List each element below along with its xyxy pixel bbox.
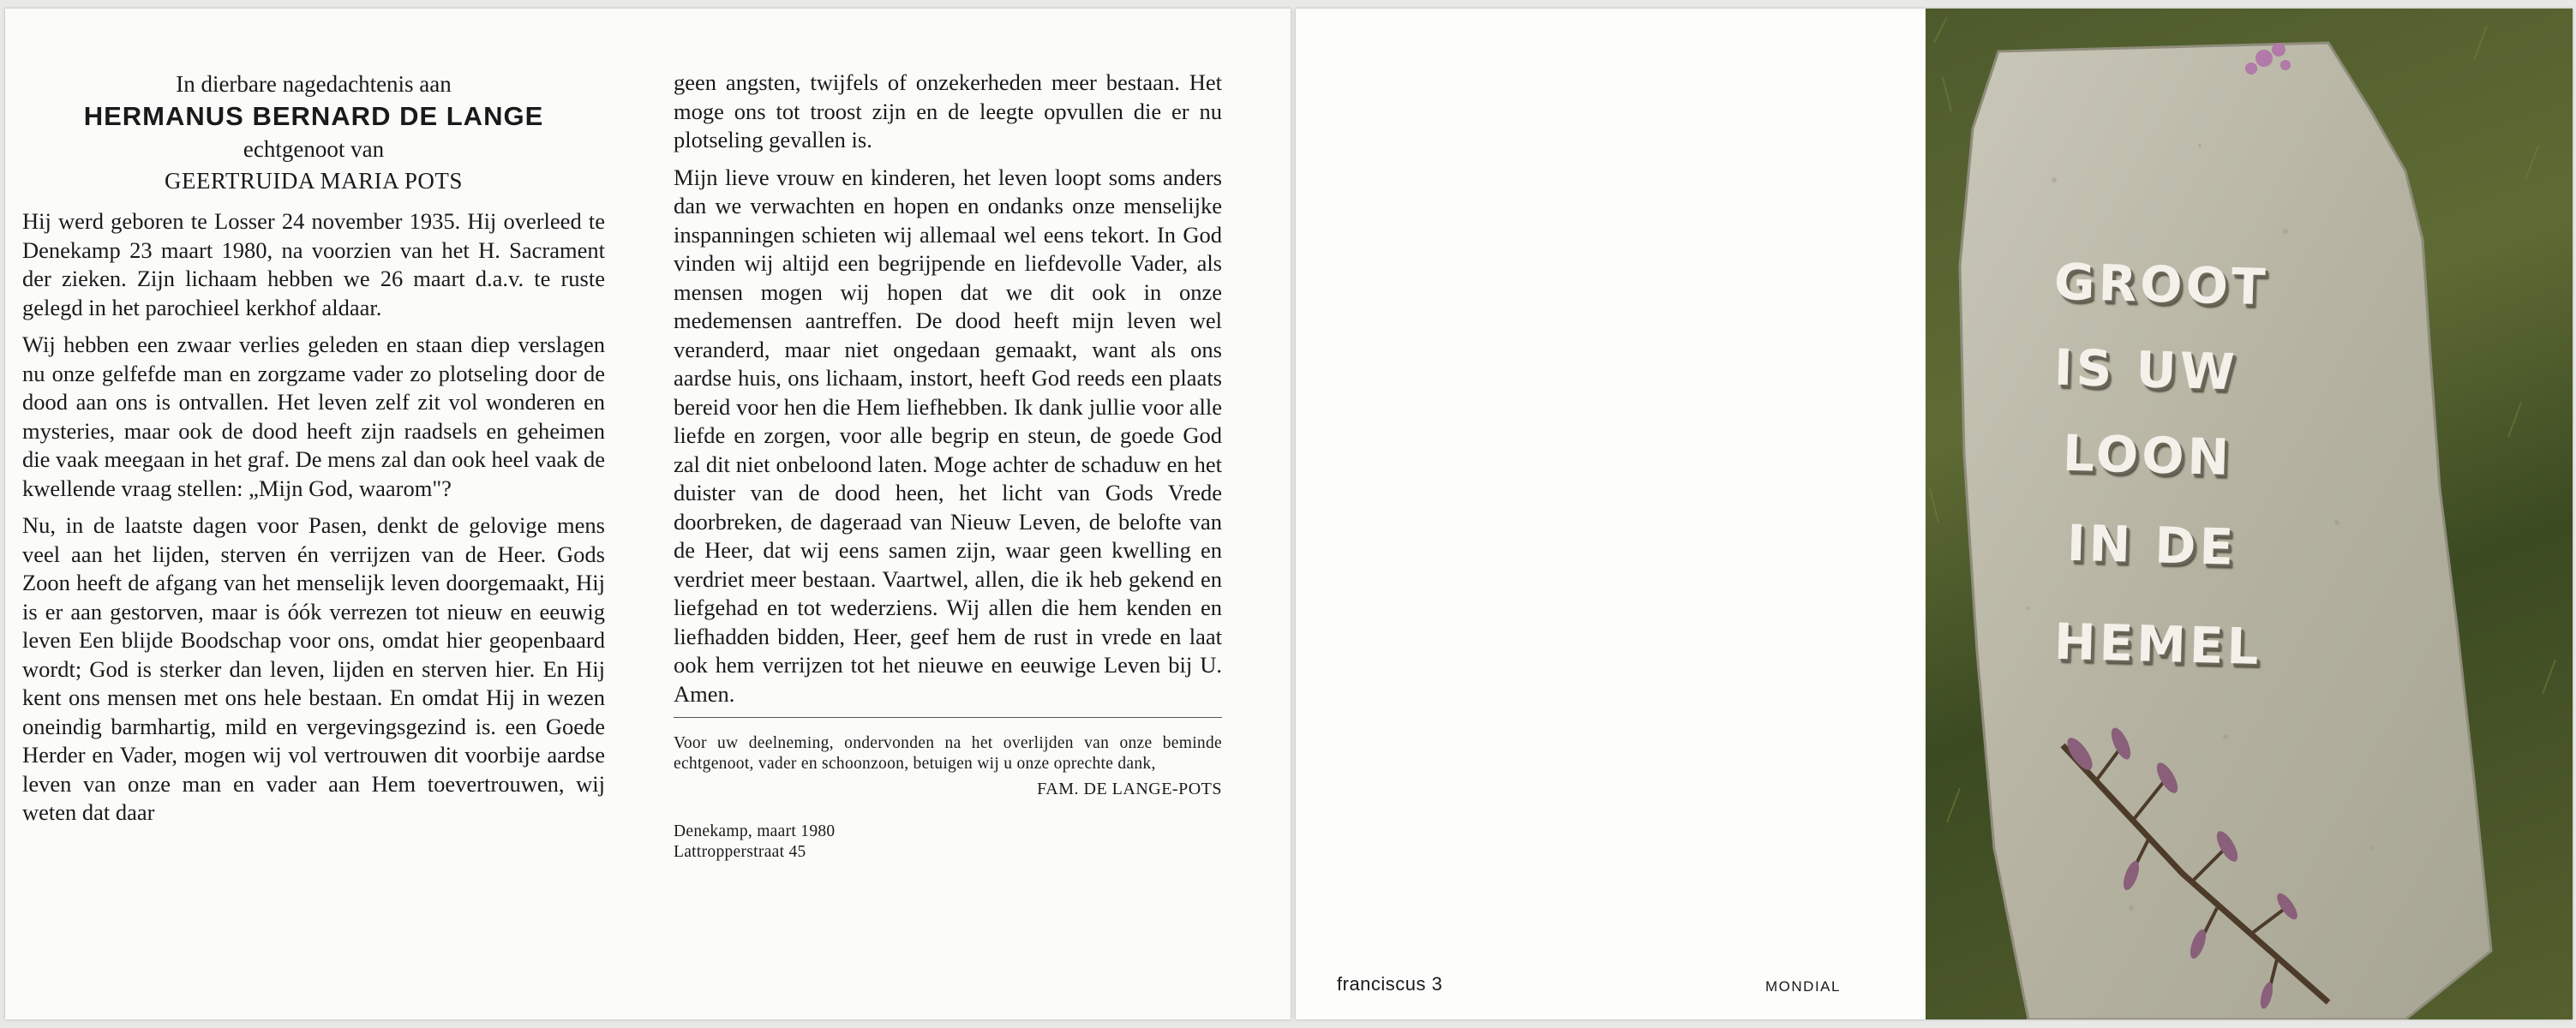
spouse-of-label: echtgenoot van bbox=[243, 136, 385, 162]
thanks-note: Voor uw deelneming, ondervonden na het overlijden van onze beminde echtgenoot, vader en schoonzoon, betuigen wij u onze oprechte dank, bbox=[674, 734, 1222, 773]
farewell-paragraph: Mijn lieve vrouw en kinderen, het leven loopt soms anders dan we verwachten en hopen en ondanks onze menselijke inspanningen schieten wij allemaal wel eens tekort. In God vinden wij altijd een begrijpende en liefdevolle Vader, als mensen mogen wij hopen dat we dit ook in onze medemensen aantreffen. De dood heeft mijn leven wel veranderd, maar niet ongedaan gemaakt, want als ons aardse huis, ons lichaam, instort, heeft God reeds een plaats bereid voor hen die Hem liefhebben. Ik dank jullie voor alle liefde en zorgen, voor alle begrip en steun, de goede God zal dit niet onbeloond laten. Moge achter de schaduw en het duister van de dood heen, het licht van Gods Vrede doorbreken, de dageraad van Nieuw Leven, de belofte van de Heer, dat wij eens samen zijn, waar geen kwelling en verdriet meer bestaan. Vaartwel, allen, die ik heb gekend en liefgehad en tot wederziens. Wij allen die hem kenden en liefhadden bidden, Heer, geef hem de rust in vrede en laat ook hem verrijzen tot het nieuwe en eeuwige Leven bij U. Amen. bbox=[674, 164, 1222, 707]
stone-inscription-line-4: IN DE bbox=[2066, 513, 2238, 577]
intro-line: In dierbare nagedachtenis aan bbox=[176, 71, 452, 97]
stone-inscription-line-3: LOON bbox=[2062, 423, 2233, 487]
divider-line bbox=[674, 717, 1222, 718]
easter-paragraph: Nu, in de laatste dagen voor Pasen, denkt de gelovige mens veel aan het lijden, sterven én verrijzen van de Heer. Gods Zoon heeft de afgang van het menselijk leven doorgemaakt, Hij is er aan gestorven, maar is óók verrezen tot nieuw en eeuwig leven Een blijde Boodschap voor ons, omdat hier geopenbaard wordt; God is sterker dan leven, lijden en sterven hier. En Hij kent ons mensen met ons hele bestaan. En omdat Hij in wezen oneindig barmhartig, mild en vergevingsgezind is. een Goede Herder en Vader, mogen wij vol vertrouwen dit voorbije aardse leven van onze man en vader aan Hem toevertrouwen, wij weten dat daar bbox=[22, 512, 605, 825]
blank-panel bbox=[1296, 9, 1926, 1019]
gravestone-illustration bbox=[1926, 9, 2573, 1019]
memorial-card-picture-side bbox=[1296, 9, 2573, 1019]
brand-mark: MONDIAL bbox=[1765, 978, 1841, 995]
stone-inscription-line-5: HEMEL bbox=[2053, 612, 2263, 677]
publisher-mark: franciscus 3 bbox=[1337, 973, 1443, 995]
place-date: Denekamp, maart 1980 bbox=[674, 822, 836, 840]
street-address: Lattropperstraat 45 bbox=[674, 843, 806, 861]
biography-paragraph: Hij werd geboren te Losser 24 november 1935. Hij overleed te Denekamp 23 maart 1980, na voorzien van het H. Sacrament der zieken. Zijn lichaam hebben we 26 maart d.a.v. te ruste gelegd in het parochieel kerkhof aldaar. bbox=[22, 208, 605, 320]
spouse-name: GEERTRUIDA MARIA POTS bbox=[165, 168, 463, 194]
text-column-right bbox=[674, 69, 1222, 863]
reflection-paragraph: Wij hebben een zwaar verlies geleden en staan diep verslagen nu onze gelfefde man en zorgzame vader zo plotseling door de dood aan ons is ontvallen. Het leven zelf zit vol wonderen en mysteries, maar ook de dood heeft zijn raadsels en geheimen die vaak meegaan in het graf. De mens zal dan ook heel vaak de kwellende vraag stellen: „Mijn God, waarom"? bbox=[22, 332, 605, 501]
family-signature: FAM. DE LANGE-POTS bbox=[1037, 780, 1222, 798]
stone-inscription-line-1: GROOT bbox=[2053, 252, 2270, 317]
text-column-left bbox=[22, 69, 605, 836]
continuation-paragraph: geen angsten, twijfels of onzekerheden meer bestaan. Het moge ons tot troost zijn en de leegte opvullen die er nu plotseling gevallen is. bbox=[674, 69, 1222, 152]
gravestone-photo bbox=[1926, 9, 2573, 1019]
memorial-card-text-side bbox=[5, 9, 1291, 1019]
deceased-name: HERMANUS BERNARD DE LANGE bbox=[83, 101, 544, 131]
stone-inscription-line-2: IS UW bbox=[2053, 338, 2239, 402]
